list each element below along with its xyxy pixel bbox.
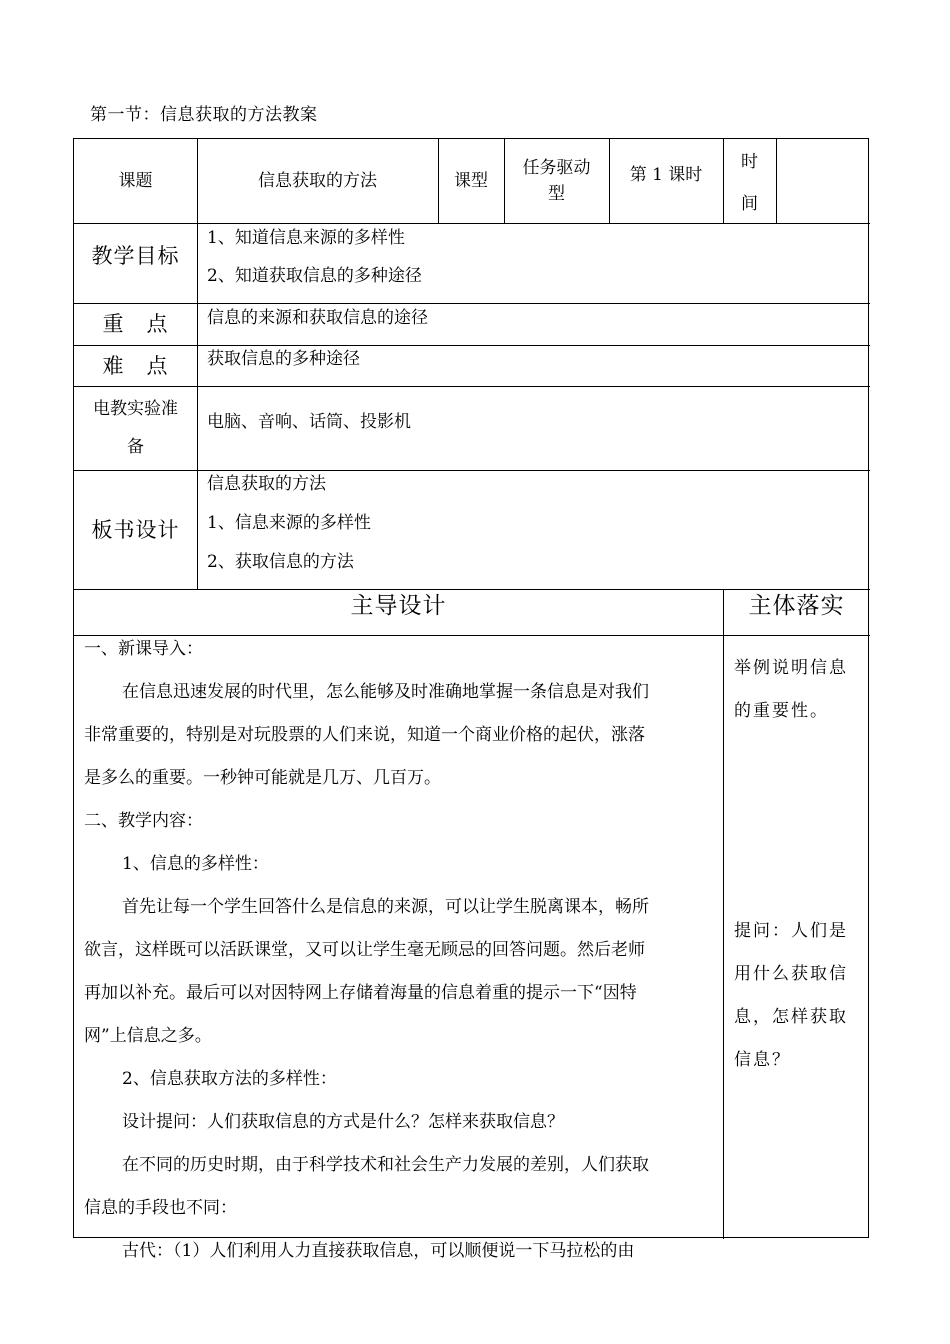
text-line: 2、信息获取方法的多样性： xyxy=(122,1069,337,1089)
difficulty-value: 获取信息的多种途径 xyxy=(207,349,360,369)
document-title: 第一节：信息获取的方法教案 xyxy=(90,105,318,125)
text-line: 网”上信息之多。 xyxy=(84,1026,212,1046)
board-lines xyxy=(207,471,371,588)
time-label-line: 时 xyxy=(741,152,758,172)
side-note-question xyxy=(734,910,864,1082)
text-line: 非常重要的，特别是对玩股票的人们来说，知道一个商业价格的起伏，涨落 xyxy=(84,725,645,745)
text-line: 一、新课导入： xyxy=(84,639,203,659)
text-line: 首先让每一个学生回答什么是信息的来源，可以让学生脱离课本，畅所 xyxy=(122,897,649,917)
board-line: 1、信息来源的多样性 xyxy=(207,513,371,533)
text-line: 1、信息的多样性： xyxy=(122,854,269,874)
text-line: 设计提问：人们获取信息的方式是什么？怎样来获取信息？ xyxy=(122,1112,564,1132)
note-line: 息，怎样获取 xyxy=(734,1007,848,1027)
note-line: 信息？ xyxy=(734,1050,791,1070)
type-label: 课型 xyxy=(454,171,488,191)
period: 第 1 课时 xyxy=(629,165,703,185)
side-design-header: 主体落实 xyxy=(748,593,845,619)
objectives-label: 教学目标 xyxy=(91,244,180,268)
difficulty-label: 难 点 xyxy=(102,353,169,378)
type-value xyxy=(504,139,609,223)
lesson-plan-table xyxy=(73,138,869,1261)
objective-item: 2、知道获取信息的多种途径 xyxy=(207,266,422,286)
type-value-line: 任务驱动 xyxy=(522,158,591,178)
type-value-line: 型 xyxy=(548,184,565,204)
text-line: 欲言，这样既可以活跃课堂，又可以让学生毫无顾忌的回答问题。然后老师 xyxy=(84,940,645,960)
text-line: 在信息迅速发展的时代里，怎么能够及时准确地掌握一条信息是对我们 xyxy=(122,682,649,702)
board-label: 板书设计 xyxy=(91,517,180,542)
equipment-value: 电脑、音响、话筒、投影机 xyxy=(207,412,411,432)
time-label-line: 间 xyxy=(741,194,758,214)
main-text xyxy=(84,628,714,1273)
equipment-label xyxy=(74,386,197,470)
time-value xyxy=(776,139,870,223)
key-point-value: 信息的来源和获取信息的途径 xyxy=(207,308,428,328)
text-line: 古代：（1）人们利用人力直接获取信息，可以顺便说一下马拉松的由 xyxy=(122,1241,635,1261)
main-design-header: 主导设计 xyxy=(350,593,447,619)
board-line: 2、获取信息的方法 xyxy=(207,552,354,572)
text-line: 再加以补充。最后可以对因特网上存储着海量的信息着重的提示一下“因特 xyxy=(84,983,637,1003)
note-line: 用什么获取信 xyxy=(734,964,848,984)
board-line: 信息获取的方法 xyxy=(207,474,326,494)
note-line: 举例说明信息 xyxy=(734,658,848,678)
topic-label: 课题 xyxy=(118,171,153,191)
text-line: 二、教学内容： xyxy=(84,811,203,831)
key-point-label: 重 点 xyxy=(102,312,169,336)
side-note-importance xyxy=(734,647,864,733)
equipment-label-line: 备 xyxy=(127,437,144,457)
column-divider xyxy=(723,589,724,1239)
topic-value: 信息获取的方法 xyxy=(258,171,377,191)
objectives-list xyxy=(207,225,422,301)
time-label xyxy=(723,139,776,223)
text-line: 在不同的历史时期，由于科学技术和社会生产力发展的差别，人们获取 xyxy=(122,1155,649,1175)
note-line: 提问：人们是 xyxy=(734,921,848,941)
note-line: 的重要性。 xyxy=(734,701,829,721)
text-line: 信息的手段也不同： xyxy=(84,1198,237,1218)
equipment-label-line: 电教实验准 xyxy=(93,399,178,419)
text-line: 是多么的重要。一秒钟可能就是几万、几百万。 xyxy=(84,768,441,788)
objective-item: 1、知道信息来源的多样性 xyxy=(207,228,405,248)
